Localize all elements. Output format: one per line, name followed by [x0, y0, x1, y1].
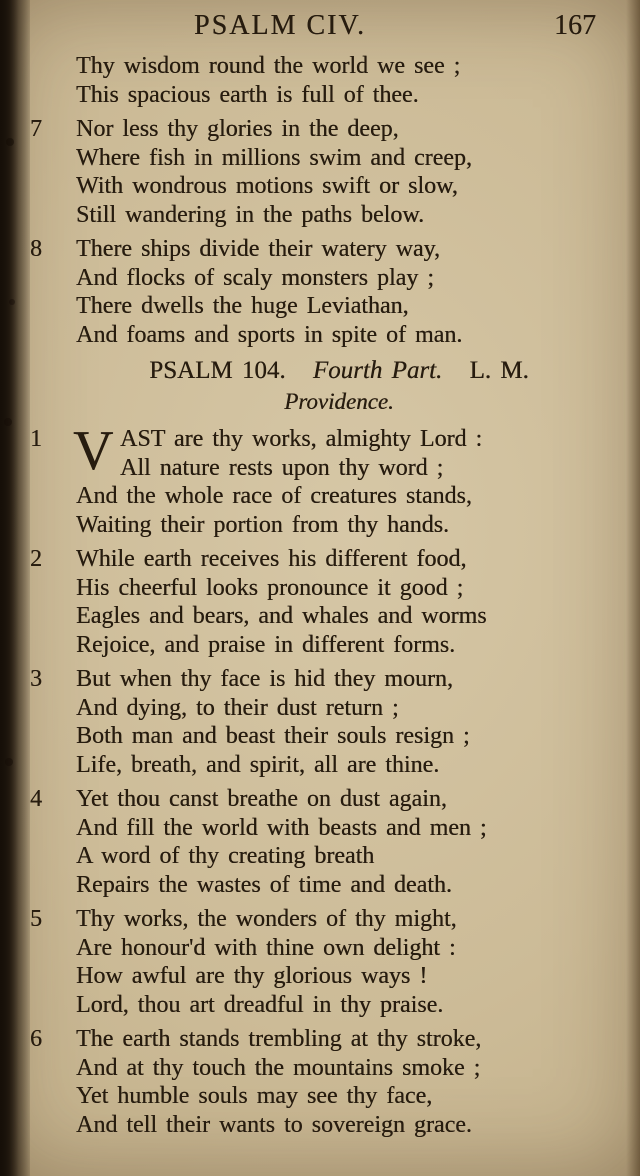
verse-line: AST are thy works, almighty Lord : [120, 426, 483, 452]
verse-number: 4 [30, 786, 42, 812]
verse-line: Yet thou canst breathe on dust again, [76, 786, 447, 812]
verse-line: And the whole race of creatures stands, [76, 483, 472, 509]
page-header [0, 0, 640, 46]
verse-line: Eagles and bears, and whales and worms [76, 603, 487, 629]
verse-line: Both man and beast their souls resign ; [76, 723, 470, 749]
stanza-1 [30, 420, 602, 539]
stanza-2 [30, 545, 602, 659]
stanza-3 [30, 665, 602, 779]
verse-number: 7 [30, 116, 42, 142]
verse-line: Where fish in millions swim and creep, [76, 144, 472, 171]
verse-line: This spacious earth is full of thee. [76, 81, 419, 108]
verse-number: 3 [30, 666, 42, 692]
verse-number: 1 [30, 426, 42, 452]
verse-line: Are honour'd with thine own delight : [76, 934, 456, 961]
verse-line: And foams and sports in spite of man. [76, 321, 463, 348]
drop-cap: V [73, 420, 114, 482]
verse-line: His cheerful looks pronounce it good ; [76, 574, 464, 601]
stanza-4 [30, 785, 602, 899]
verse-line: But when thy face is hid they mourn, [76, 666, 453, 692]
verse-line: Thy wisdom round the world we see ; [76, 53, 461, 79]
page-body [0, 46, 640, 1139]
verse-line: And fill the world with beasts and men ; [76, 814, 487, 841]
verse-line: Yet humble souls may see thy face, [76, 1083, 433, 1109]
verse-number: 2 [30, 546, 42, 572]
verse-line: There dwells the huge Leviathan, [76, 293, 409, 319]
stanza-6 [30, 1025, 602, 1139]
verse-number: 5 [30, 906, 42, 932]
verse-line: The earth stands trembling at thy stroke, [76, 1026, 482, 1052]
stanza-7 [30, 115, 602, 229]
verse-line: Rejoice, and praise in different forms. [76, 631, 456, 658]
psalm-heading-meter: L. M. [469, 357, 529, 384]
verse-line: Thy works, the wonders of thy might, [76, 906, 457, 932]
verse-line: A word of thy creating breath [76, 843, 375, 869]
verse-line: Waiting their portion from thy hands. [76, 511, 450, 538]
page-number: 167 [554, 10, 596, 41]
verse-line: And dying, to their dust return ; [76, 694, 399, 721]
verse-line: Repairs the wastes of time and death. [76, 871, 452, 898]
stanza-continuation [76, 52, 602, 109]
verse-line: All nature rests upon thy word ; [120, 454, 444, 481]
psalm-heading [76, 357, 602, 386]
psalm-heading-part: Fourth Part. [312, 357, 443, 384]
verse-line: With wondrous motions swift or slow, [76, 173, 458, 199]
verse-line: There ships divide their watery way, [76, 236, 440, 262]
running-title: PSALM CIV. [194, 10, 366, 41]
verse-line: And tell their wants to sovereign grace. [76, 1111, 472, 1138]
verse-line: And at thy touch the mountains smoke ; [76, 1054, 481, 1081]
verse-line: Still wandering in the paths below. [76, 201, 425, 228]
psalm-heading-number: PSALM 104. [149, 357, 286, 384]
verse-line: Life, breath, and spirit, all are thine. [76, 751, 440, 778]
verse-line: While earth receives his different food, [76, 546, 467, 572]
psalm-subtitle: Providence. [284, 388, 394, 414]
verse-line: Lord, thou art dreadful in thy praise. [76, 991, 444, 1018]
verse-line: Nor less thy glories in the deep, [76, 116, 399, 142]
stanza-8 [30, 235, 602, 349]
verse-number: 8 [30, 236, 42, 262]
verse-line: How awful are thy glorious ways ! [76, 963, 428, 989]
verse-number: 6 [30, 1026, 42, 1052]
stanza-5 [30, 905, 602, 1019]
verse-line: And flocks of scaly monsters play ; [76, 264, 434, 291]
